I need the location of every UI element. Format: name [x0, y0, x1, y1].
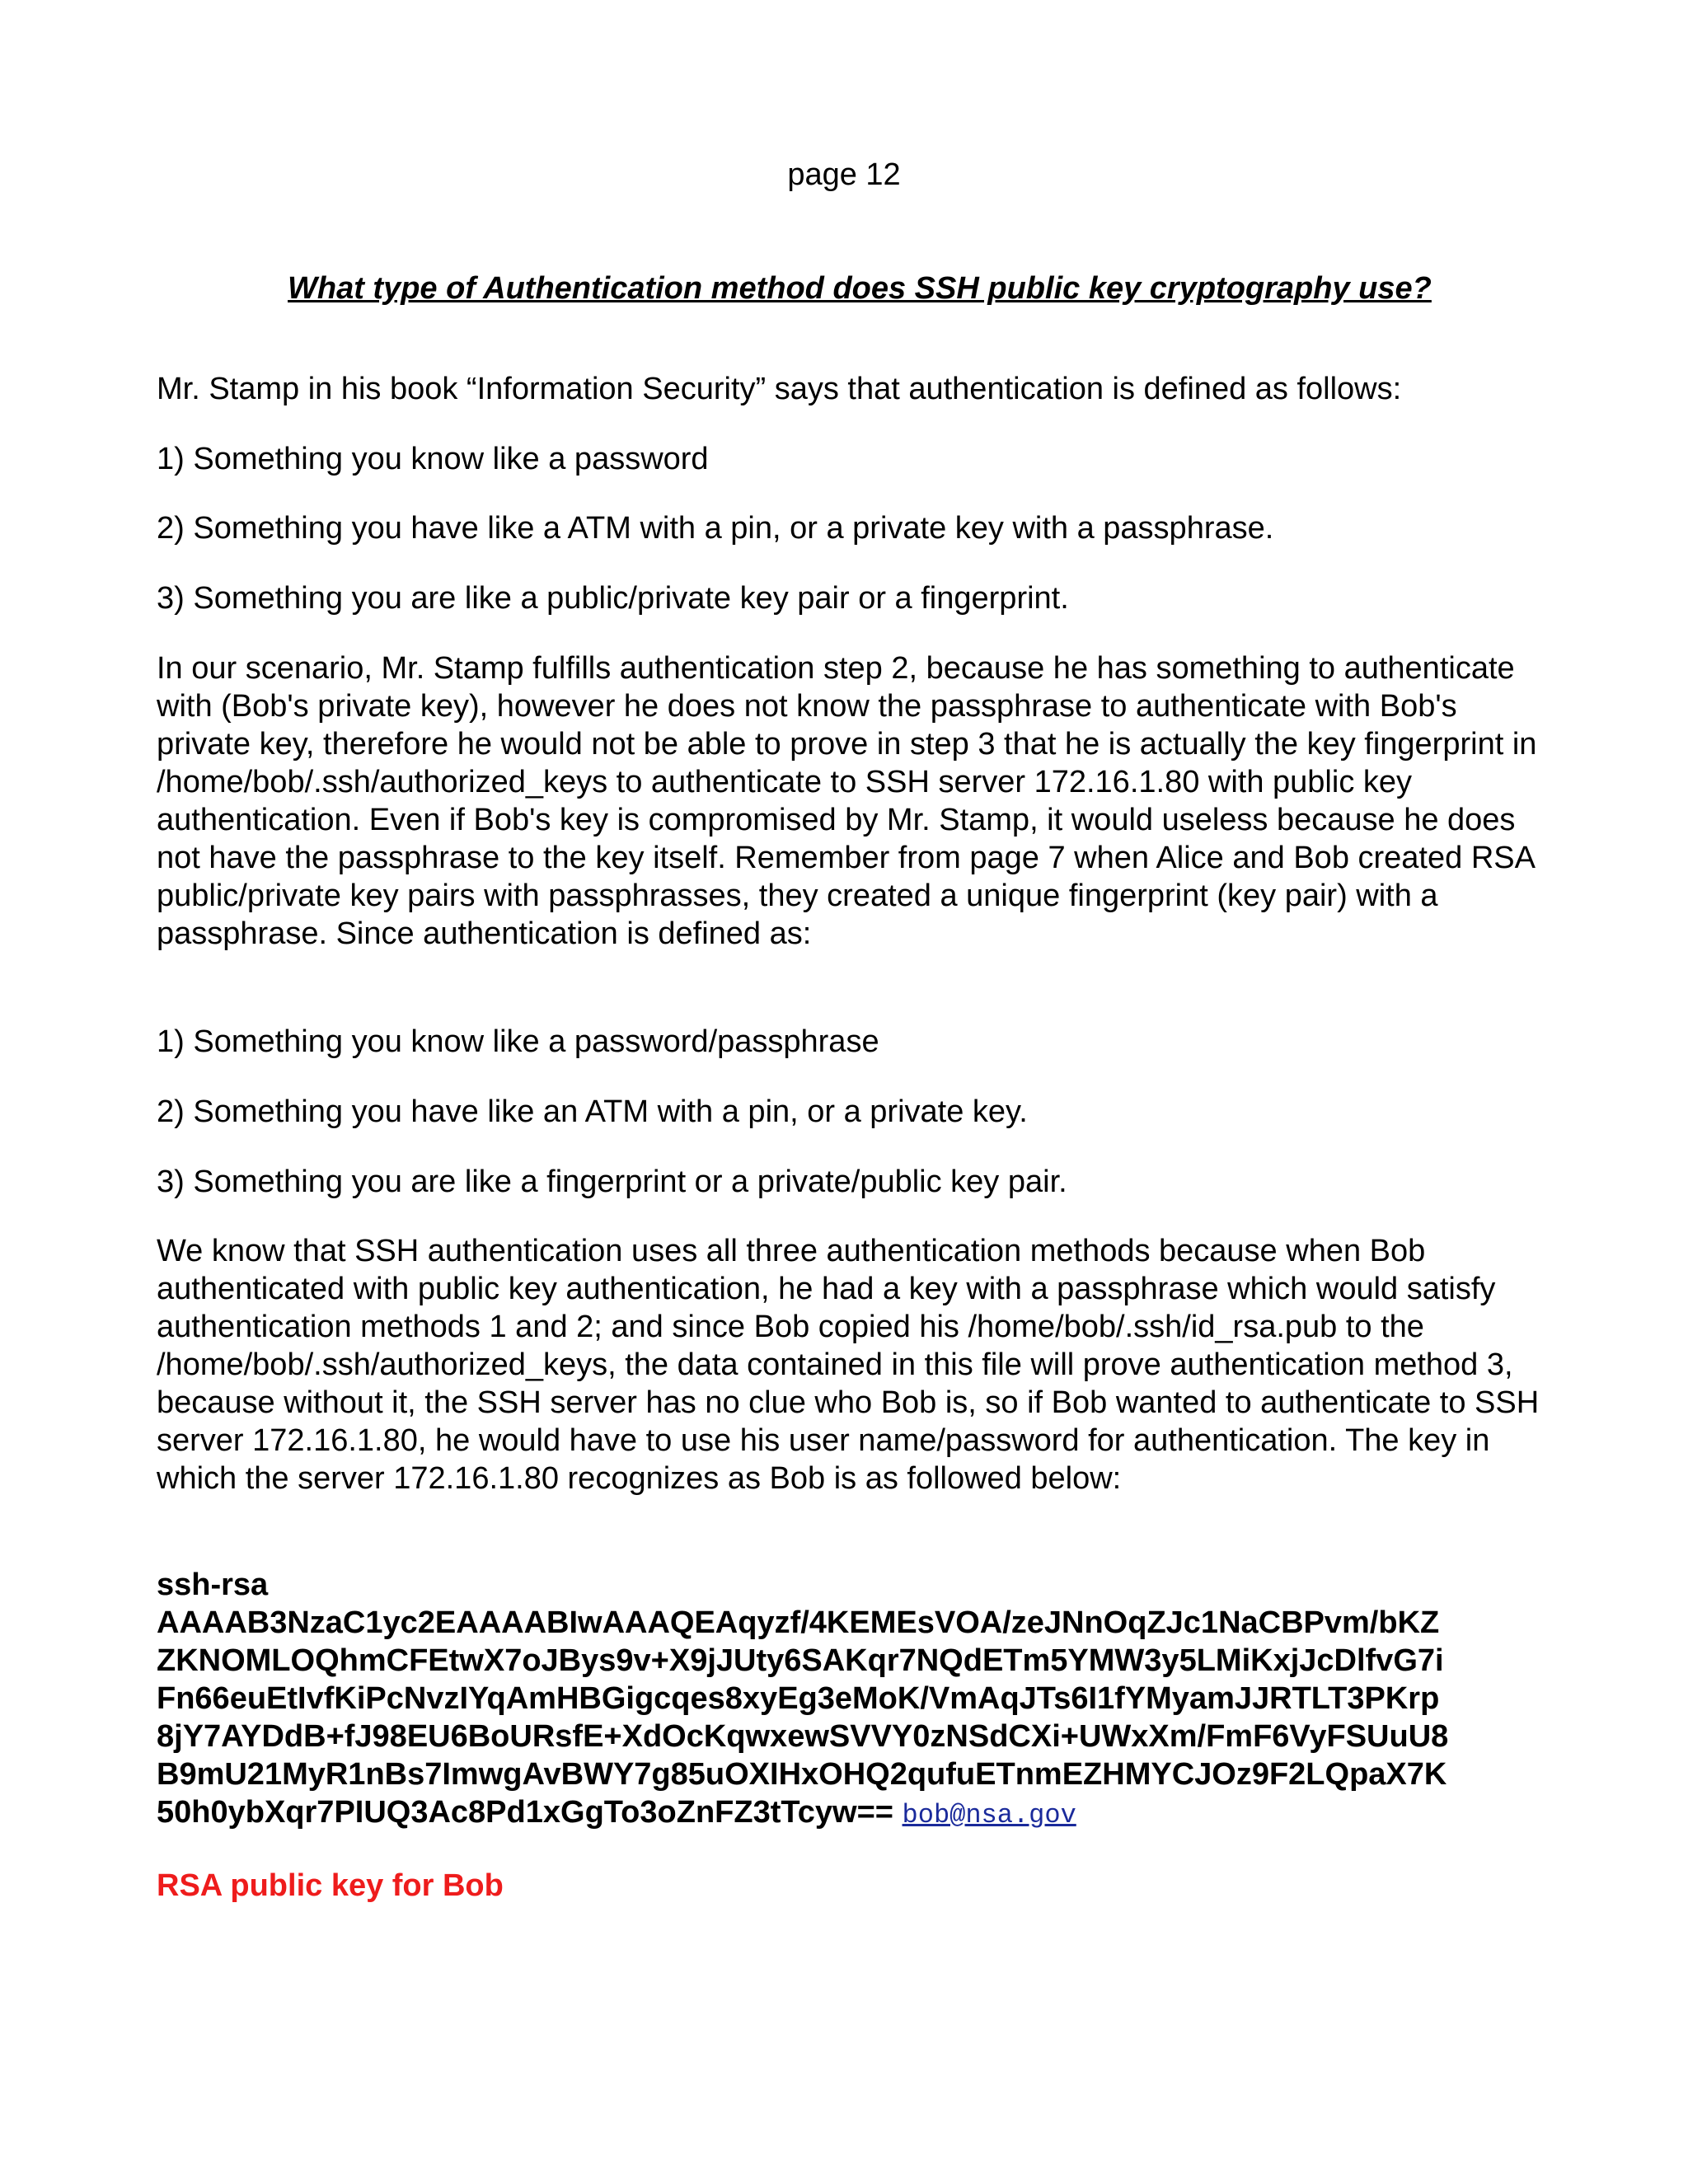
- list-b-item-2: 2) Something you have like an ATM with a pin, or a private key.: [157, 1094, 1028, 1129]
- ssh-public-key: [157, 1566, 1574, 1835]
- key-type: ssh-rsa: [157, 1568, 269, 1602]
- key-line: Fn66euEtIvfKiPcNvzIYqAmHBGigcqes8xyEg3eMoK/VmAqJTs6I1fYMyamJJRTLT3PKrp: [157, 1681, 1440, 1716]
- list-b-item-3: 3) Something you are like a fingerprint or a private/public key pair.: [157, 1165, 1067, 1199]
- email-link[interactable]: bob@nsa.gov: [902, 1800, 1076, 1830]
- key-last-line: [157, 1793, 1574, 1835]
- list-a-item-3: 3) Something you are like a public/private key pair or a fingerprint.: [157, 581, 1069, 616]
- intro-paragraph: Mr. Stamp in his book “Information Security” says that authentication is defined as follows:: [157, 372, 1402, 406]
- scenario-paragraph: In our scenario, Mr. Stamp fulfills authentication step 2, because he has something to authenticate with (Bob's private key), however he does not know the passphrase to authenticate with Bob's private key, therefore he would not be able to prove in step 3 that he is actually the key fingerprint in /home/bob/.ssh/authorized_keys to authenticate to SSH server 172.16.1.80 with public key authentication. Even if Bob's key is compromised by Mr. Stamp, it would useless because he does not have the passphrase to the key itself. Remember from page 7 when Alice and Bob created RSA public/private key pairs with passphrasses, they created a unique fingerprint (key pair) with a passphrase. Since authentication is defined as:: [157, 651, 1537, 951]
- key-line: ZKNOMLOQhmCFEtwX7oJBys9v+X9jJUty6SAKqr7NQdETm5YMW3y5LMiKxjJcDlfvG7i: [157, 1643, 1444, 1678]
- list-b-item-1: 1) Something you know like a password/passphrase: [157, 1024, 879, 1059]
- key-caption: RSA public key for Bob: [157, 1868, 504, 1903]
- list-a-item-1: 1) Something you know like a password: [157, 442, 709, 476]
- page-number: page 12: [787, 157, 901, 192]
- key-line: AAAAB3NzaC1yc2EAAAABIwAAAQEAqyzf/4KEMEsVOA/zeJNnOqZJc1NaCBPvm/bKZ: [157, 1605, 1440, 1640]
- section-heading: What type of Authentication method does SSH public key cryptography use?: [288, 271, 1432, 306]
- key-line: B9mU21MyR1nBs7ImwgAvBWY7g85uOXIHxOHQ2qufuETnmEZHMYCJOz9F2LQpaX7K: [157, 1757, 1447, 1792]
- conclusion-paragraph: We know that SSH authentication uses all three authentication methods because when Bob authenticated with public key authentication, he had a key with a passphrase which would satisfy authentication methods 1 and 2; and since Bob copied his /home/bob/.ssh/id_rsa.pub to the /home/bob/.ssh/authorized_keys, the data contained in this file will prove authentication method 3, because without it, the SSH server has no clue who Bob is, so if Bob wanted to authenticate to SSH server 172.16.1.80, he would have to use his user name/password for authentication. The key in which the server 172.16.1.80 recognizes as Bob is as followed below:: [157, 1234, 1540, 1496]
- key-line: 50h0ybXqr7PIUQ3Ac8Pd1xGgTo3oZnFZ3tTcyw==: [157, 1795, 893, 1830]
- key-line: 8jY7AYDdB+fJ98EU6BoURsfE+XdOcKqwxewSVVY0zNSdCXi+UWxXm/FmF6VyFSUuU8: [157, 1719, 1449, 1754]
- list-a-item-2: 2) Something you have like a ATM with a pin, or a private key with a passphrase.: [157, 511, 1274, 546]
